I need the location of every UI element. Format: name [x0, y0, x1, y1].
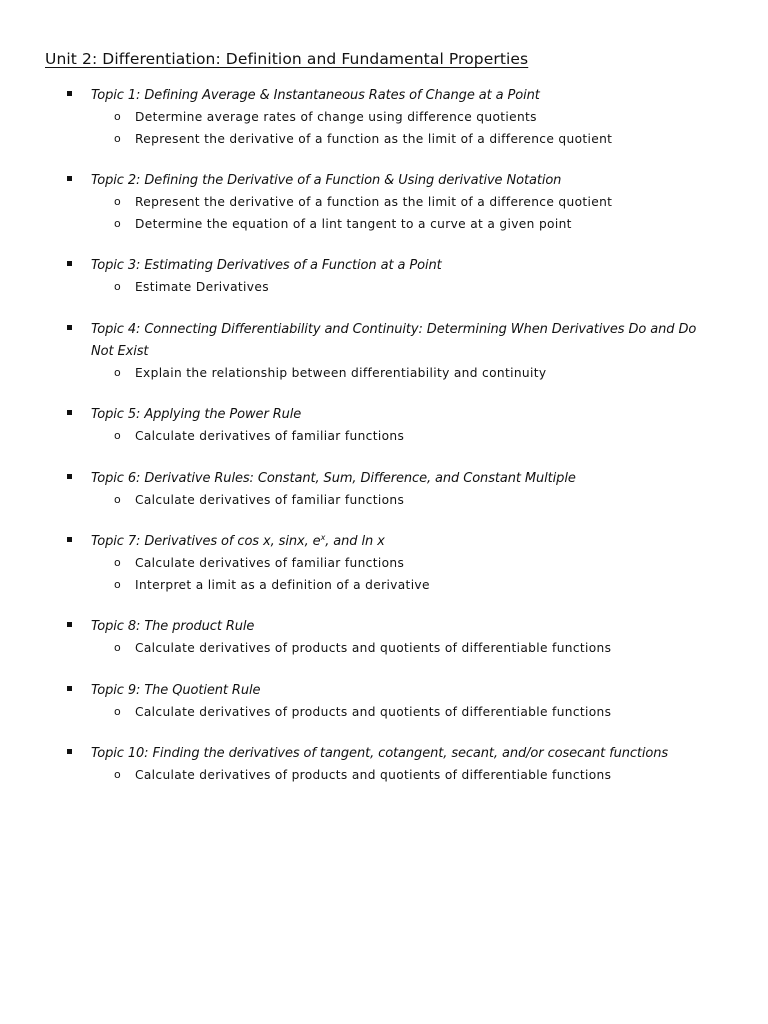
subtopic-item [0, 701, 768, 723]
circle-bullet-icon: o [114, 492, 121, 506]
document-title: Unit 2: Differentiation: Definition and Fundamental Properties [45, 50, 529, 68]
subtopic-list [0, 764, 768, 786]
topic-title: Topic 3: Estimating Derivatives of a Function at a Point [91, 258, 442, 273]
subtopic-list [0, 552, 768, 595]
square-bullet-icon [67, 686, 72, 691]
subtopic-list [0, 276, 768, 298]
topic-title-superscript: x [320, 533, 326, 542]
topic-title: Topic 10: Finding the derivatives of tangent, cotangent, secant, and/or cosecant functions [91, 746, 669, 761]
topic-item [0, 467, 768, 511]
subtopic-text: Calculate derivatives of products and quotients of differentiable functions [135, 704, 612, 719]
subtopic-item [0, 425, 768, 447]
subtopic-item [0, 362, 768, 384]
subtopic-item [0, 128, 768, 150]
circle-bullet-icon: o [114, 577, 121, 591]
subtopic-item [0, 574, 768, 596]
circle-bullet-icon: o [114, 110, 121, 123]
topic-title: Topic 5: Applying the Power Rule [91, 407, 302, 422]
subtopic-item [0, 552, 768, 574]
topic-item [0, 84, 768, 149]
topic-title: Topic 6: Derivative Rules: Constant, Sum, Difference, and Constant Multiple [91, 470, 576, 486]
subtopic-list [0, 425, 768, 447]
topic-title-part: , and ln x [325, 534, 385, 549]
topic-item [0, 318, 768, 384]
square-bullet-icon [67, 91, 72, 96]
topic-title: Topic 2: Defining the Derivative of a Function & Using derivative Notation [91, 173, 562, 188]
square-bullet-icon [67, 474, 72, 479]
circle-bullet-icon: o [114, 768, 121, 781]
circle-bullet-icon: o [114, 216, 121, 230]
subtopic-text: Represent the derivative of a function as the limit of a difference quotient [135, 195, 613, 209]
subtopic-item [0, 276, 768, 298]
subtopic-text: Determine the equation of a lint tangent to a curve at a given point [135, 216, 572, 231]
subtopic-list [0, 362, 768, 384]
circle-bullet-icon: o [114, 195, 121, 208]
topic-item [0, 679, 768, 723]
square-bullet-icon [67, 622, 72, 627]
subtopic-text: Calculate derivatives of familiar functions [135, 429, 405, 443]
subtopic-list [0, 191, 768, 234]
subtopic-text: Represent the derivative of a function as the limit of a difference quotient [135, 131, 613, 146]
topic-title: Topic 1: Defining Average & Instantaneous Rates of Change at a Point [91, 88, 540, 103]
subtopic-text: Determine average rates of change using difference quotients [135, 110, 537, 124]
circle-bullet-icon: o [114, 704, 121, 718]
square-bullet-icon [67, 325, 72, 330]
subtopic-item [0, 213, 768, 235]
subtopic-text: Interpret a limit as a definition of a derivative [135, 577, 430, 592]
topic-title [91, 534, 385, 549]
subtopic-item [0, 489, 768, 511]
circle-bullet-icon: o [114, 131, 121, 145]
topic-item [0, 403, 768, 447]
subtopic-item [0, 191, 768, 213]
topic-item [0, 742, 768, 786]
topic-item [0, 254, 768, 298]
subtopic-item [0, 106, 768, 128]
circle-bullet-icon: o [114, 280, 121, 293]
subtopic-text: Calculate derivatives of familiar functions [135, 556, 405, 570]
square-bullet-icon [67, 537, 72, 542]
subtopic-text: Calculate derivatives of products and quotients of differentiable functions [135, 641, 612, 655]
circle-bullet-icon: o [114, 641, 121, 654]
subtopic-text: Calculate derivatives of familiar functions [135, 492, 405, 507]
topic-title-part: Topic 7: Derivatives of cos x, sinx, e [91, 534, 321, 549]
topic-item [0, 615, 768, 659]
topic-title: Topic 9: The Quotient Rule [91, 682, 261, 698]
square-bullet-icon [67, 410, 72, 415]
subtopic-list [0, 637, 768, 659]
subtopic-text: Explain the relationship between differentiability and continuity [135, 365, 547, 380]
circle-bullet-icon: o [114, 556, 121, 569]
subtopic-item [0, 637, 768, 659]
subtopic-text: Calculate derivatives of products and quotients of differentiable functions [135, 768, 612, 782]
circle-bullet-icon: o [114, 365, 121, 379]
subtopic-list [0, 106, 768, 149]
subtopic-text: Estimate Derivatives [135, 280, 269, 294]
square-bullet-icon [67, 261, 72, 266]
square-bullet-icon [67, 176, 72, 181]
topic-item [0, 169, 768, 234]
circle-bullet-icon: o [114, 429, 121, 442]
subtopic-list [0, 701, 768, 723]
topic-item [0, 530, 768, 595]
topic-title: Topic 4: Connecting Differentiability and Continuity: Determining When Derivatives Do and Do Not Exist [91, 321, 697, 359]
subtopic-item [0, 764, 768, 786]
topic-list [0, 84, 768, 806]
subtopic-list [0, 489, 768, 511]
topic-title: Topic 8: The product Rule [91, 619, 255, 634]
square-bullet-icon [67, 749, 72, 754]
